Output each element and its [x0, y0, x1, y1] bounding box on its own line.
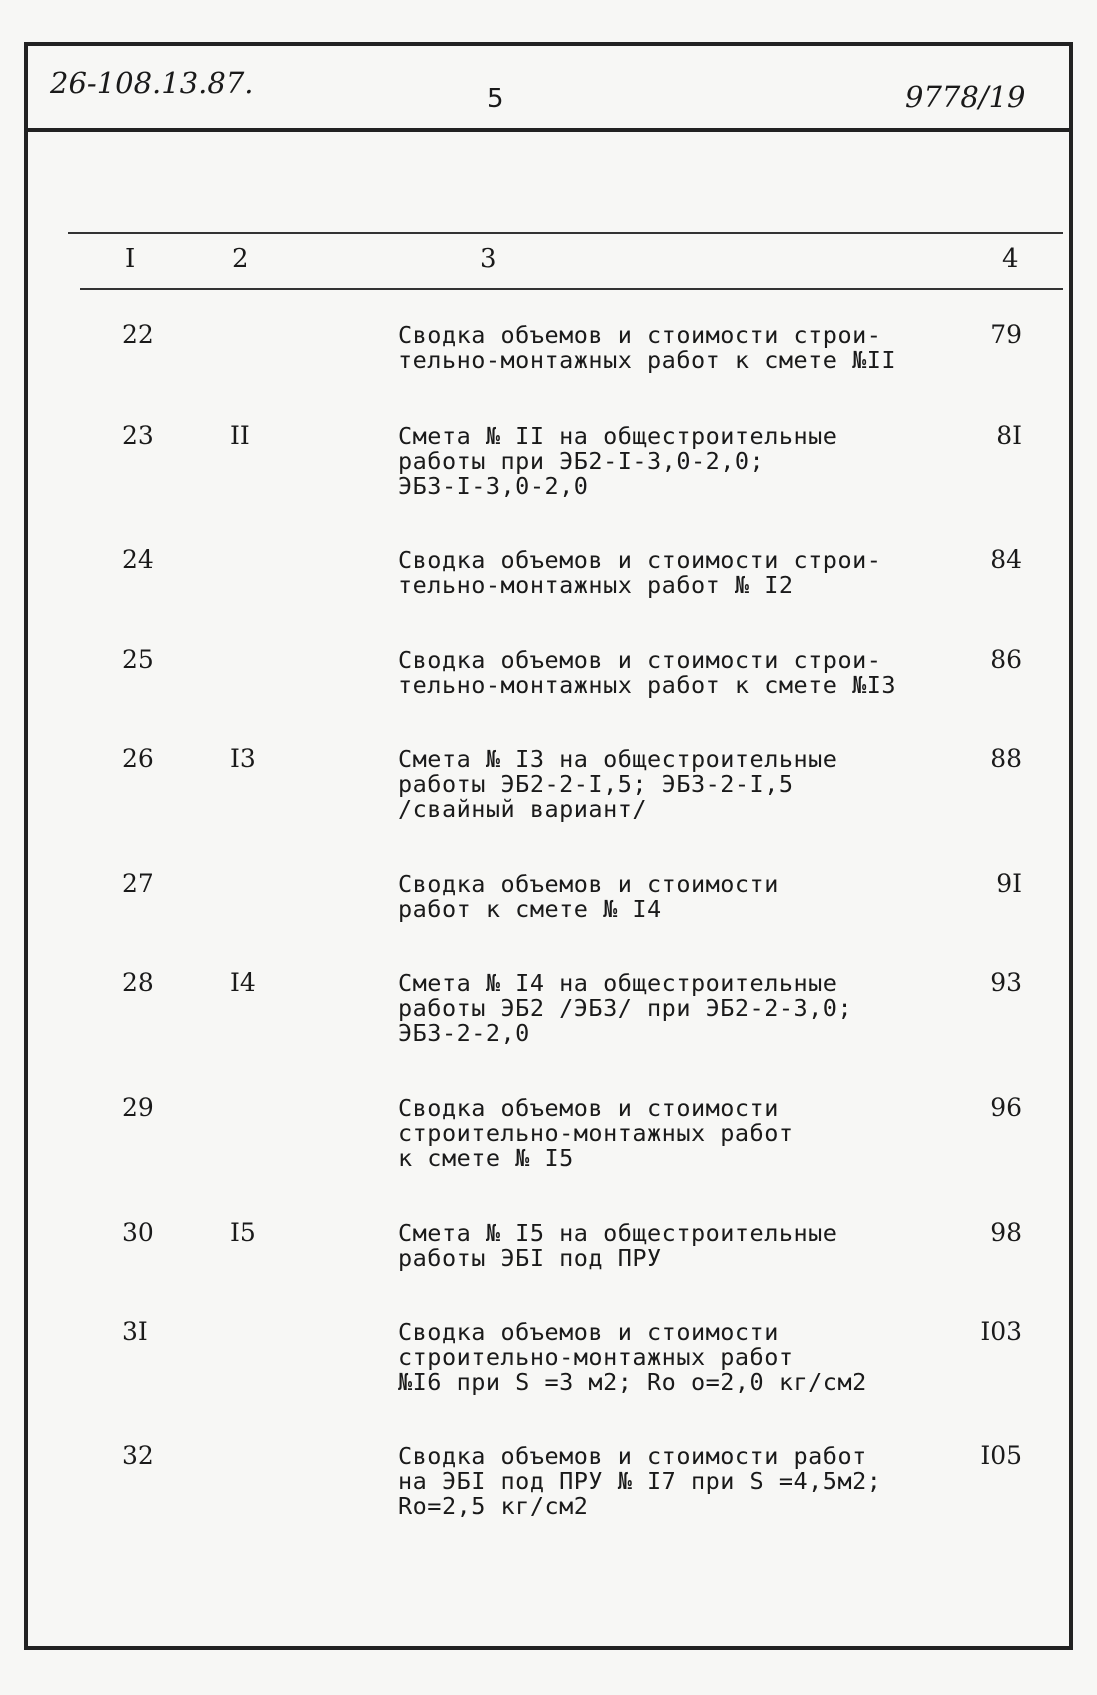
row-number: 26 — [122, 744, 154, 773]
column-header-1: I — [125, 244, 136, 274]
header-divider — [24, 128, 1073, 132]
table-header-rule — [80, 288, 1063, 290]
document-title: Сводка объемов и стоимости строи- тельно-монтажных работ № I2 — [398, 546, 882, 599]
column-header-3: 3 — [480, 244, 497, 274]
page-reference: 88 — [990, 744, 1022, 773]
page-number: 5 — [487, 84, 504, 114]
sheet-code: 9778/19 — [905, 80, 1026, 114]
column-header-2: 2 — [232, 244, 249, 274]
row-number: 32 — [122, 1441, 154, 1470]
page-reference: I03 — [980, 1317, 1022, 1346]
document-title: Смета № II на общестроительные работы при ЭБ2-I-3,0-2,0; ЭБ3-I-3,0-2,0 — [398, 422, 838, 500]
document-title: Сводка объемов и стоимости работ к смете № I4 — [398, 870, 779, 923]
page-reference: 79 — [990, 320, 1022, 349]
row-number: 30 — [122, 1218, 154, 1247]
row-number: 23 — [122, 421, 154, 450]
estimate-number: I4 — [230, 968, 256, 997]
page-reference: I05 — [980, 1441, 1022, 1470]
table-top-rule — [68, 232, 1063, 234]
document-title: Сводка объемов и стоимости строительно-монтажных работ к смете № I5 — [398, 1094, 794, 1172]
page-reference: 98 — [990, 1218, 1022, 1247]
page-reference: 93 — [990, 968, 1022, 997]
page-reference: 84 — [990, 545, 1022, 574]
estimate-number: I3 — [230, 744, 256, 773]
document-title: Сводка объемов и стоимости строительно-монтажных работ №I6 при S =3 м2; Rо о=2,0 кг/см2 — [398, 1318, 867, 1396]
row-number: 3I — [122, 1317, 148, 1346]
document-title: Сводка объемов и стоимости строи- тельно-монтажных работ к смете №I3 — [398, 646, 897, 699]
page-reference: 86 — [990, 645, 1022, 674]
document-title: Смета № I4 на общестроительные работы ЭБ2 /ЭБ3/ при ЭБ2-2-3,0; ЭБ3-2-2,0 — [398, 969, 853, 1047]
row-number: 27 — [122, 869, 154, 898]
document-title: Сводка объемов и стоимости строи- тельно-монтажных работ к смете №II — [398, 321, 897, 374]
row-number: 29 — [122, 1093, 154, 1122]
document-code: 26-108.13.87. — [50, 66, 254, 100]
estimate-number: I5 — [230, 1218, 256, 1247]
page-reference: 8I — [996, 421, 1022, 450]
estimate-number: II — [230, 421, 250, 450]
document-title: Смета № I5 на общестроительные работы ЭБI под ПРУ — [398, 1219, 838, 1272]
page-reference: 9I — [996, 869, 1022, 898]
row-number: 25 — [122, 645, 154, 674]
page-frame — [24, 42, 1073, 1650]
row-number: 24 — [122, 545, 154, 574]
row-number: 28 — [122, 968, 154, 997]
row-number: 22 — [122, 320, 154, 349]
document-title: Сводка объемов и стоимости работ на ЭБI под ПРУ № I7 при S =4,5м2; Rо=2,5 кг/см2 — [398, 1442, 882, 1520]
column-header-4: 4 — [1002, 244, 1019, 274]
document-title: Смета № I3 на общестроительные работы ЭБ2-2-I,5; ЭБ3-2-I,5 /свайный вариант/ — [398, 745, 838, 823]
page-reference: 96 — [990, 1093, 1022, 1122]
